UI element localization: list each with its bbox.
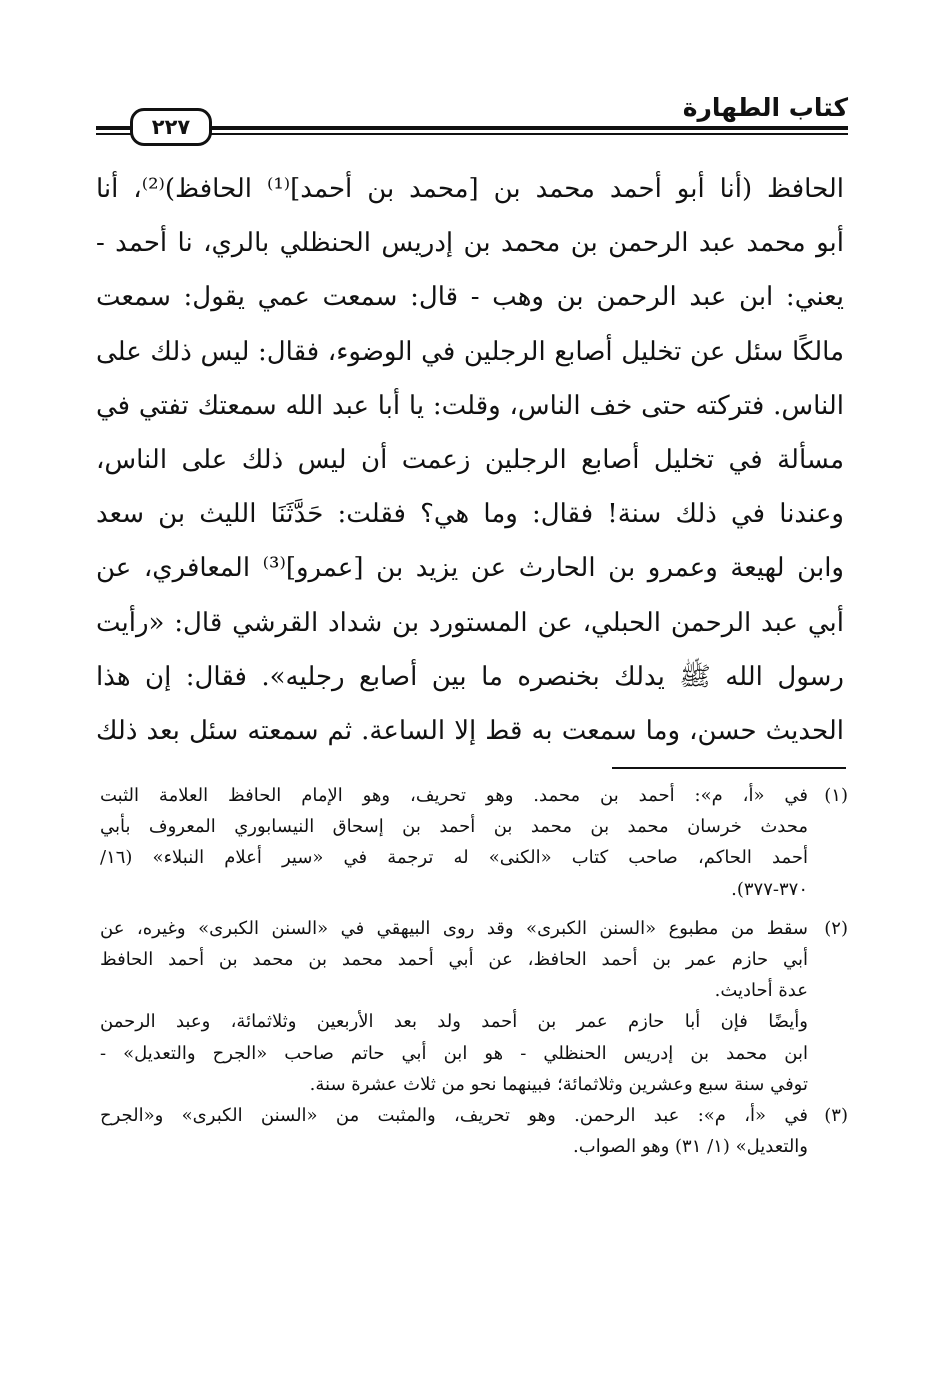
footnote-line: أبي حازم عمر بن أحمد الحافظ، عن أبي أحمد محمد بن محمد بن أحمد الحافظ [100, 948, 808, 970]
footnote-line: والتعديل» (١/ ٣١) وهو الصواب. [573, 1136, 808, 1158]
footnote-line: توفي سنة سبع وعشرين وثلاثمائة؛ فبينهما نحو من ثلاث عشرة سنة. [309, 1073, 808, 1095]
footnote-line: محدث خرسان محمد بن محمد بن أحمد بن إسحاق النيسابوري المعروف بأبي [100, 816, 808, 838]
footnote-gap [100, 905, 848, 913]
main-text [96, 162, 844, 758]
footnote-3 [100, 1100, 848, 1162]
footnote-1 [100, 780, 848, 905]
footnote-line: ٣٧٠-٣٧٧). [731, 878, 808, 900]
footnote-line [100, 913, 848, 944]
footnote-line: وأيضًا فإن أبا حازم عمر بن أحمد ولد بعد الأربعين وثلاثمائة، وعبد الرحمن [100, 1011, 808, 1033]
footnote-separator [612, 767, 846, 769]
footnote-line [100, 1100, 848, 1131]
text-line: أبو محمد عبد الرحمن بن محمد بن إدريس الحنظلي بالري، نا أحمد - [96, 228, 844, 259]
footnote-text: في «أ، م»: أحمد بن محمد. وهو تحريف، وهو الإمام الحافظ العلامة الثبت [100, 785, 808, 806]
footnotes [100, 780, 848, 1162]
book-title: كتاب الطهارة [682, 93, 848, 122]
text-line: أبي عبد الرحمن الحبلي، عن المستورد بن شداد القرشي قال: «رأيت [96, 607, 844, 638]
text-line: مسألة في تخليل أصابع الرجلين زعمت أن ليس ذلك على الناس، [96, 444, 844, 475]
text-line: مالكًا سئل عن تخليل أصابع الرجلين في الوضوء، فقال: ليس ذلك على [96, 336, 844, 367]
footnote-text: سقط من مطبوع «السنن الكبرى» وقد روى البيهقي في «السنن الكبرى» وغيره، عن [100, 917, 808, 939]
text-line: الناس. فتركته حتى خف الناس، وقلت: يا أبا عبد الله سمعتك تفتي في [96, 390, 844, 421]
text-line: وابن لهيعة وعمرو بن الحارث عن يزيد بن [عمرو]⁽³⁾ المعافري، عن [96, 553, 844, 584]
text-line: الحافظ (أنا أبو أحمد محمد بن [محمد بن أحمد]⁽¹⁾ الحافظ)⁽²⁾، أنا [96, 174, 844, 204]
footnote-text: في «أ، م»: عبد الرحمن. وهو تحريف، والمثبت من «السنن الكبرى» و«الجرح [100, 1104, 808, 1126]
footnote-number: (١) [824, 785, 848, 806]
footnote-line: عدة أحاديث. [714, 980, 808, 1002]
footnote-line: ابن محمد بن إدريس الحنظلي - هو ابن أبي حاتم صاحب «الجرح والتعديل» - [100, 1042, 808, 1064]
text-line: الحديث حسن، وما سمعت به قط إلا الساعة. ثم سمعته سئل بعد ذلك [96, 715, 844, 746]
text-line: وعندنا في ذلك سنة! فقال: وما هي؟ فقلت: حَدَّثَنَا الليث بن سعد [96, 499, 844, 530]
page-number: ٢٢٧ [130, 108, 212, 146]
text-line: رسول الله ﷺ يدلك بخنصره ما بين أصابع رجليه». فقال: إن هذا [96, 661, 844, 692]
text-line: يعني: ابن عبد الرحمن بن وهب - قال: سمعت عمي يقول: سمعت [96, 282, 844, 313]
footnote-number: (٢) [824, 917, 848, 939]
footnote-number: (٣) [824, 1104, 848, 1126]
page-header [96, 84, 848, 144]
footnote-2 [100, 913, 848, 1100]
footnote-line [100, 780, 848, 811]
footnote-line: أحمد الحاكم، صاحب كتاب «الكنى» له ترجمة في «سير أعلام النبلاء» (١٦/ [100, 847, 808, 869]
